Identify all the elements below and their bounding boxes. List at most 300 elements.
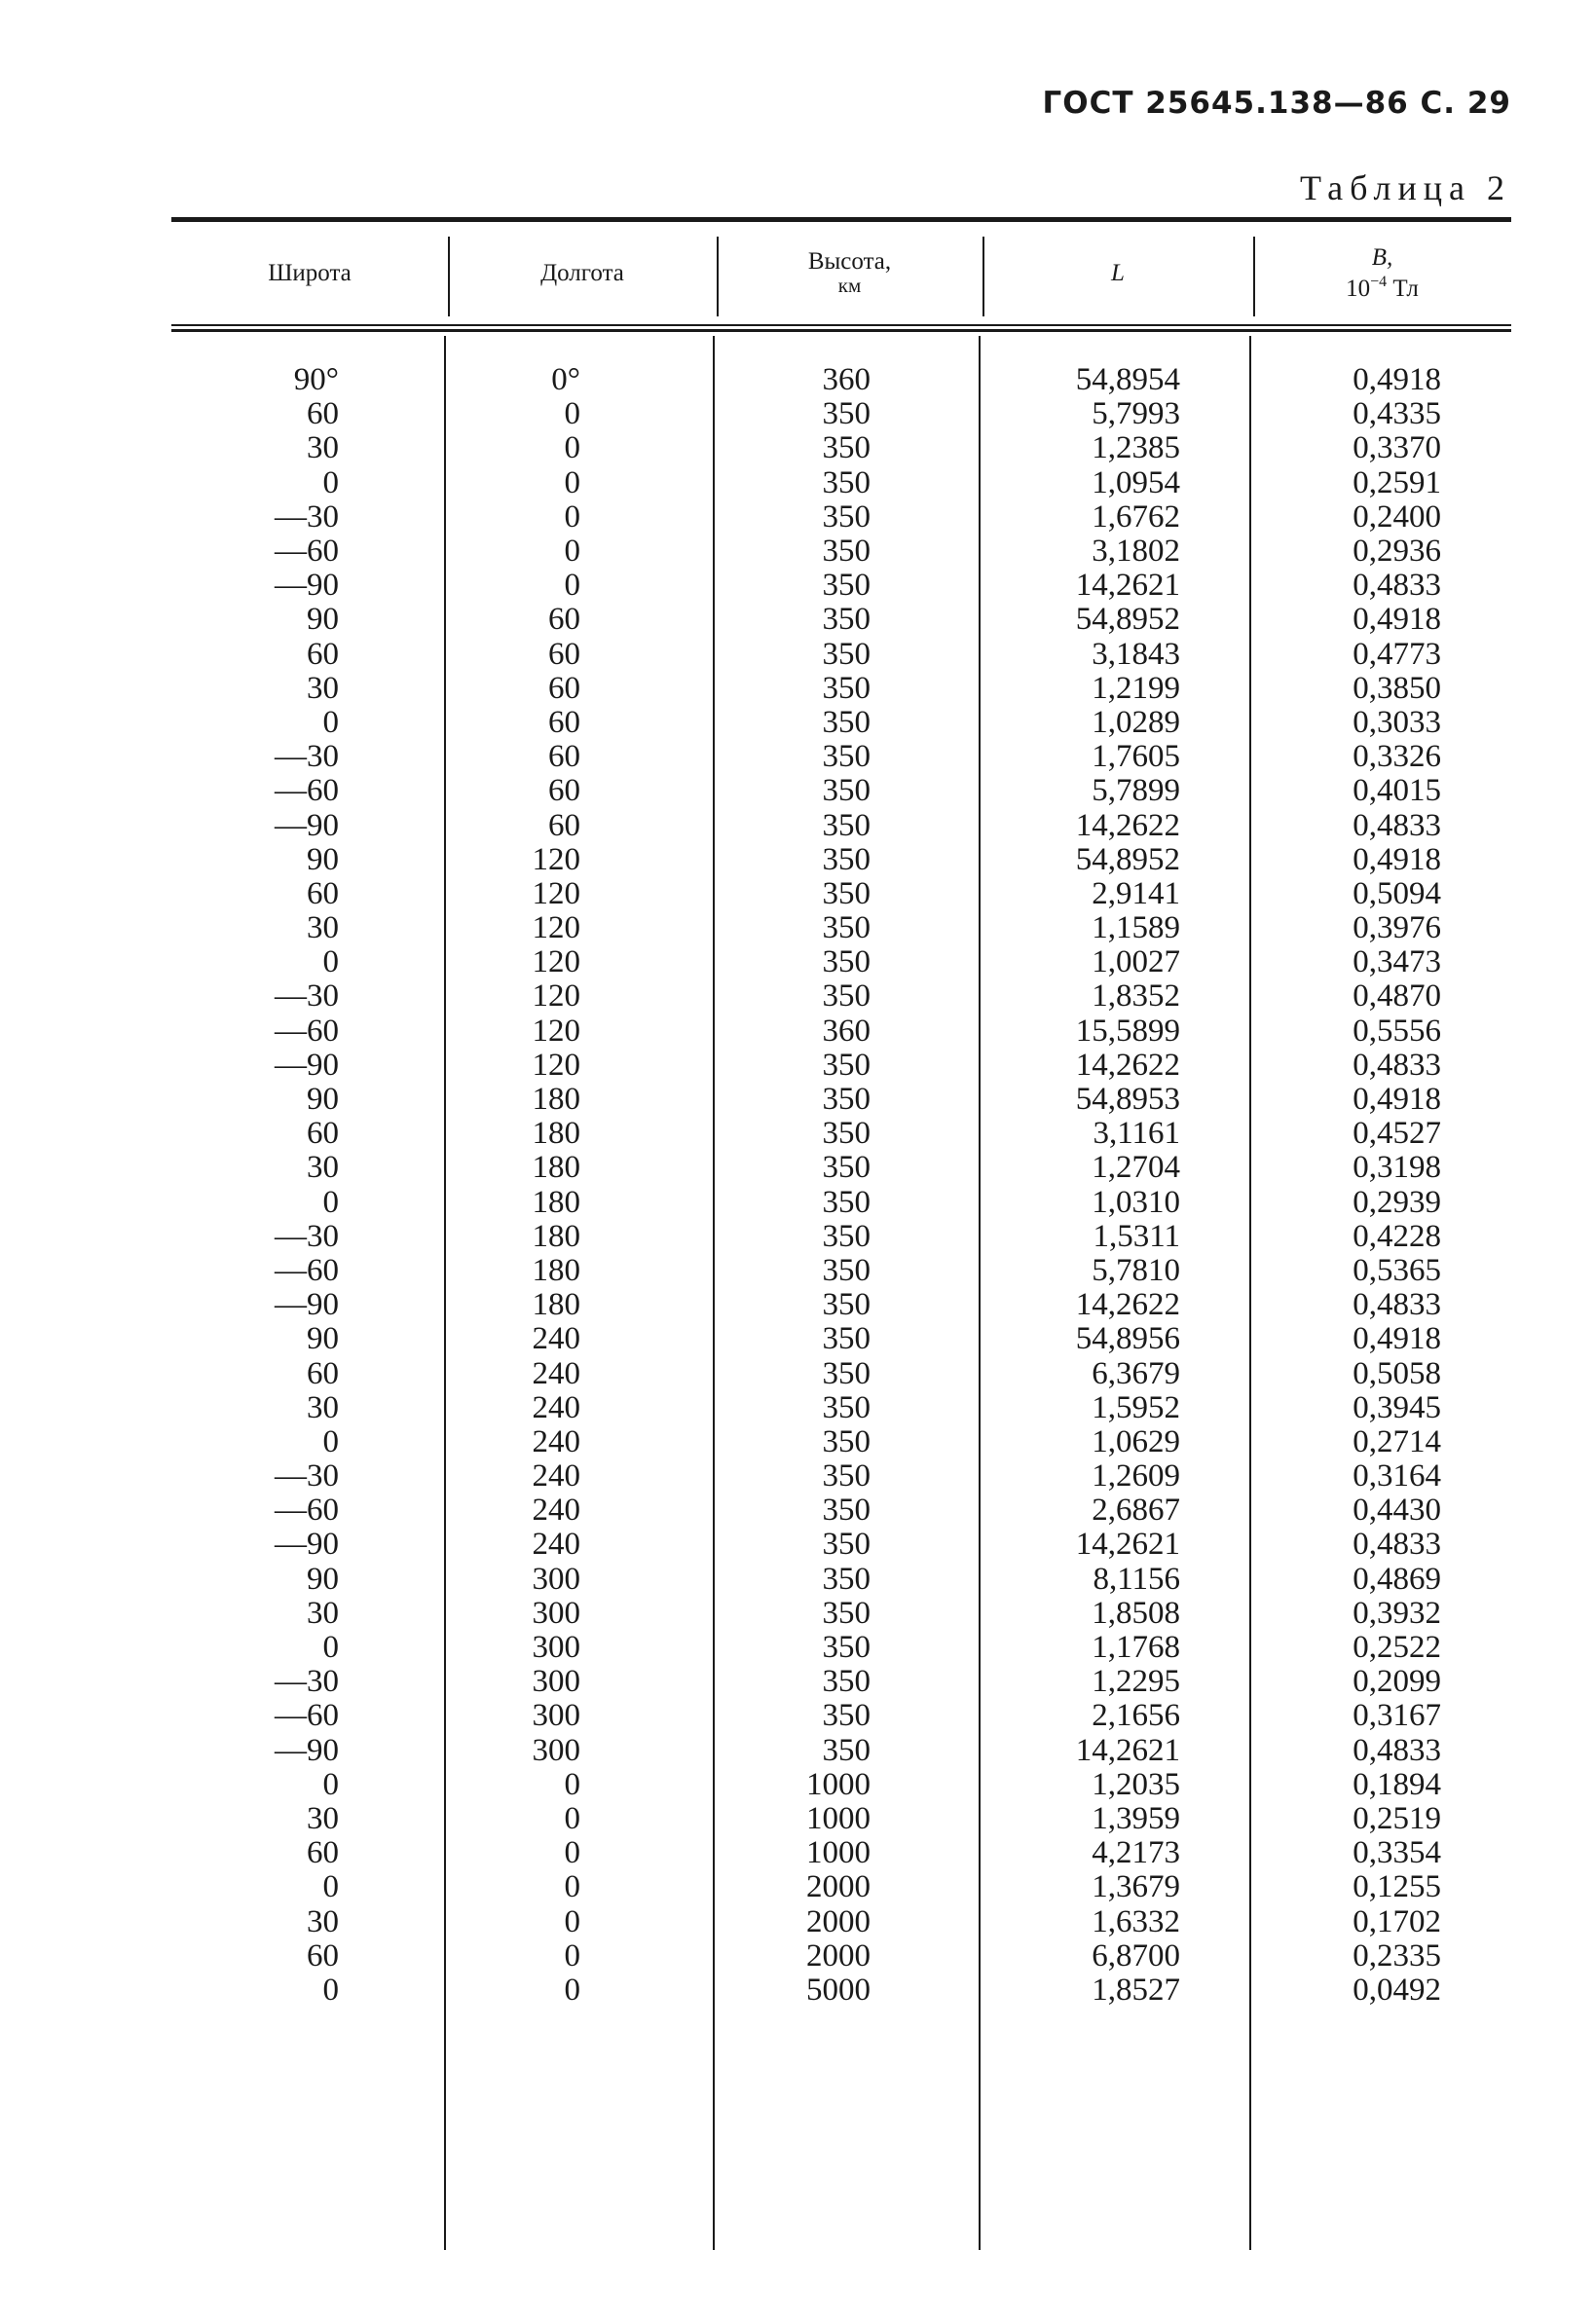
cell-longitude: 60 [548, 602, 580, 638]
cell-b-value: 0,5094 [1353, 875, 1441, 911]
cell-b-value: 0,4869 [1353, 1561, 1441, 1597]
table-row [171, 569, 1511, 603]
table-row [171, 1563, 1511, 1597]
cell-longitude: 240 [532, 1493, 580, 1529]
cell-l-value: 1,2704 [1092, 1150, 1180, 1186]
cell-l-value: 1,2035 [1092, 1766, 1180, 1802]
cell-altitude: 350 [822, 1047, 871, 1083]
cell-latitude: 90 [307, 1082, 339, 1118]
cell-l-value: 1,0629 [1092, 1423, 1180, 1459]
table-row [171, 1904, 1511, 1938]
cell-altitude: 350 [822, 1321, 871, 1357]
cell-l-value: 54,8956 [1075, 1321, 1180, 1357]
cell-altitude: 350 [822, 1698, 871, 1734]
cell-latitude: —30 [275, 1664, 339, 1700]
cell-b-value: 0,4833 [1353, 1732, 1441, 1768]
cell-latitude: —60 [275, 534, 339, 570]
cell-longitude: 0 [564, 1903, 580, 1939]
cell-latitude: 60 [307, 1937, 339, 1974]
header-divider [717, 237, 719, 316]
cell-longitude: 180 [532, 1287, 580, 1323]
cell-l-value: 2,1656 [1092, 1698, 1180, 1734]
cell-b-value: 0,3932 [1353, 1595, 1441, 1631]
cell-b-value: 0,4833 [1353, 807, 1441, 843]
cell-longitude: 240 [532, 1423, 580, 1459]
cell-b-value: 0,5556 [1353, 1013, 1441, 1049]
cell-l-value: 1,6762 [1092, 498, 1180, 535]
cell-l-value: 4,2173 [1092, 1835, 1180, 1871]
cell-longitude: 0 [564, 1835, 580, 1871]
cell-b-value: 0,2591 [1353, 464, 1441, 500]
cell-l-value: 6,3679 [1092, 1355, 1180, 1391]
cell-altitude: 350 [822, 1561, 871, 1597]
cell-longitude: 300 [532, 1732, 580, 1768]
cell-altitude: 1000 [806, 1835, 871, 1871]
cell-altitude: 350 [822, 1252, 871, 1288]
cell-l-value: 15,5899 [1075, 1013, 1180, 1049]
cell-latitude: 30 [307, 1595, 339, 1631]
cell-latitude: 0 [322, 1184, 339, 1220]
table-row [171, 843, 1511, 877]
cell-l-value: 14,2621 [1075, 1527, 1180, 1563]
cell-latitude: —60 [275, 1013, 339, 1049]
cell-b-value: 0,2335 [1353, 1937, 1441, 1974]
cell-latitude: —60 [275, 1252, 339, 1288]
cell-latitude: 0 [322, 1766, 339, 1802]
cell-l-value: 1,2199 [1092, 670, 1180, 706]
table-row [171, 500, 1511, 535]
table-header [171, 222, 1511, 324]
cell-b-value: 0,1255 [1353, 1869, 1441, 1905]
cell-altitude: 360 [822, 1013, 871, 1049]
cell-altitude: 350 [822, 1287, 871, 1323]
cell-b-value: 0,5058 [1353, 1355, 1441, 1391]
table-row [171, 1494, 1511, 1528]
cell-altitude: 350 [822, 1630, 871, 1666]
column-divider [979, 336, 981, 2250]
table-row [171, 1802, 1511, 1836]
cell-l-value: 1,5952 [1092, 1389, 1180, 1425]
cell-latitude: 30 [307, 910, 339, 946]
cell-latitude: —90 [275, 1527, 339, 1563]
table-row [171, 1186, 1511, 1220]
table-row [171, 397, 1511, 431]
cell-longitude: 180 [532, 1184, 580, 1220]
cell-altitude: 350 [822, 841, 871, 877]
table-row [171, 1665, 1511, 1699]
cell-altitude: 350 [822, 534, 871, 570]
cell-b-value: 0,2714 [1353, 1423, 1441, 1459]
cell-longitude: 180 [532, 1252, 580, 1288]
table-caption: Таблица 2 [1300, 168, 1511, 207]
cell-b-value: 0,4918 [1353, 602, 1441, 638]
cell-latitude: —30 [275, 498, 339, 535]
cell-l-value: 1,0310 [1092, 1184, 1180, 1220]
cell-longitude: 300 [532, 1561, 580, 1597]
cell-l-value: 1,5311 [1093, 1218, 1180, 1254]
cell-latitude: 30 [307, 1150, 339, 1186]
table-row [171, 1974, 1511, 2008]
cell-latitude: 0 [322, 1423, 339, 1459]
cell-b-value: 0,2400 [1353, 498, 1441, 535]
cell-b-value: 0,3473 [1353, 944, 1441, 980]
cell-l-value: 1,2295 [1092, 1664, 1180, 1700]
cell-l-value: 3,1161 [1093, 1116, 1180, 1152]
cell-b-value: 0,3326 [1353, 739, 1441, 775]
cell-l-value: 8,1156 [1093, 1561, 1180, 1597]
cell-longitude: 120 [532, 1013, 580, 1049]
header-divider [982, 237, 984, 316]
cell-latitude: 90 [307, 1561, 339, 1597]
cell-l-value: 14,2622 [1075, 807, 1180, 843]
cell-longitude: 120 [532, 875, 580, 911]
cell-altitude: 350 [822, 1423, 871, 1459]
cell-l-value: 14,2622 [1075, 1047, 1180, 1083]
cell-longitude: 240 [532, 1355, 580, 1391]
column-divider [1249, 336, 1251, 2250]
cell-altitude: 1000 [806, 1766, 871, 1802]
table-row [171, 740, 1511, 774]
cell-latitude: 60 [307, 1835, 339, 1871]
table-row [171, 1083, 1511, 1117]
table-row [171, 1870, 1511, 1904]
cell-l-value: 1,0027 [1092, 944, 1180, 980]
cell-latitude: 90 [307, 1321, 339, 1357]
cell-latitude: 0 [322, 944, 339, 980]
cell-b-value: 0,4833 [1353, 1047, 1441, 1083]
cell-b-value: 0,4833 [1353, 1527, 1441, 1563]
cell-b-value: 0,3976 [1353, 910, 1441, 946]
cell-latitude: 0 [322, 1972, 339, 2008]
cell-altitude: 2000 [806, 1903, 871, 1939]
cell-b-value: 0,2939 [1353, 1184, 1441, 1220]
cell-altitude: 1000 [806, 1800, 871, 1836]
header-b [1253, 245, 1511, 301]
table-row [171, 1699, 1511, 1733]
table-row [171, 1425, 1511, 1459]
cell-latitude: 60 [307, 1116, 339, 1152]
cell-l-value: 1,8527 [1092, 1972, 1180, 2008]
cell-latitude: 60 [307, 396, 339, 432]
cell-longitude: 300 [532, 1595, 580, 1631]
cell-longitude: 60 [548, 704, 580, 740]
cell-b-value: 0,2099 [1353, 1664, 1441, 1700]
table-row [171, 1836, 1511, 1870]
header-latitude: Широта [268, 260, 352, 286]
table-row [171, 466, 1511, 500]
cell-b-value: 0,3850 [1353, 670, 1441, 706]
cell-longitude: 0 [564, 498, 580, 535]
cell-b-value: 0,3198 [1353, 1150, 1441, 1186]
cell-altitude: 350 [822, 1493, 871, 1529]
cell-b-value: 0,4918 [1353, 362, 1441, 398]
table-row [171, 1220, 1511, 1254]
cell-latitude: 30 [307, 1800, 339, 1836]
cell-b-value: 0,5365 [1353, 1252, 1441, 1288]
cell-latitude: —90 [275, 1732, 339, 1768]
cell-l-value: 3,1802 [1092, 534, 1180, 570]
cell-altitude: 5000 [806, 1972, 871, 2008]
cell-b-value: 0,4870 [1353, 978, 1441, 1014]
table-row [171, 1734, 1511, 1768]
cell-latitude: 30 [307, 1389, 339, 1425]
cell-b-value: 0,3370 [1353, 430, 1441, 466]
cell-b-value: 0,2522 [1353, 1630, 1441, 1666]
table-row [171, 431, 1511, 465]
cell-b-value: 0,3033 [1353, 704, 1441, 740]
cell-l-value: 1,2385 [1092, 430, 1180, 466]
cell-l-value: 3,1843 [1092, 636, 1180, 672]
cell-latitude: —30 [275, 1458, 339, 1494]
cell-altitude: 350 [822, 704, 871, 740]
cell-latitude: 30 [307, 1903, 339, 1939]
cell-longitude: 120 [532, 978, 580, 1014]
table-body [171, 332, 1511, 2008]
table-row [171, 911, 1511, 945]
cell-l-value: 1,6332 [1092, 1903, 1180, 1939]
cell-b-value: 0,4833 [1353, 568, 1441, 604]
cell-latitude: 90 [307, 841, 339, 877]
cell-longitude: 0 [564, 1800, 580, 1836]
cell-altitude: 350 [822, 1082, 871, 1118]
header-bottom-rule [171, 324, 1511, 332]
cell-l-value: 1,0289 [1092, 704, 1180, 740]
cell-longitude: 240 [532, 1527, 580, 1563]
cell-latitude: —60 [275, 773, 339, 809]
cell-l-value: 5,7993 [1092, 396, 1180, 432]
cell-longitude: 0 [564, 1972, 580, 2008]
cell-longitude: 0 [564, 568, 580, 604]
cell-latitude: —90 [275, 807, 339, 843]
cell-altitude: 350 [822, 464, 871, 500]
header-b-label: B, [1371, 244, 1393, 271]
table-row [171, 603, 1511, 637]
cell-longitude: 120 [532, 1047, 580, 1083]
cell-b-value: 0,4430 [1353, 1493, 1441, 1529]
cell-b-value: 0,4228 [1353, 1218, 1441, 1254]
cell-longitude: 120 [532, 944, 580, 980]
cell-altitude: 350 [822, 498, 871, 535]
cell-b-value: 0,4833 [1353, 1287, 1441, 1323]
header-altitude-label: Высота, [807, 247, 892, 275]
cell-longitude: 0 [564, 1869, 580, 1905]
cell-latitude: —30 [275, 1218, 339, 1254]
cell-altitude: 350 [822, 944, 871, 980]
cell-longitude: 60 [548, 636, 580, 672]
cell-b-value: 0,2519 [1353, 1800, 1441, 1836]
cell-longitude: 300 [532, 1630, 580, 1666]
cell-l-value: 1,3959 [1092, 1800, 1180, 1836]
table-row [171, 1014, 1511, 1049]
table-row [171, 1391, 1511, 1425]
cell-longitude: 240 [532, 1458, 580, 1494]
table-row [171, 1356, 1511, 1390]
cell-altitude: 350 [822, 739, 871, 775]
header-b-unit-name: Тл [1387, 276, 1419, 302]
cell-altitude: 350 [822, 568, 871, 604]
table-row [171, 808, 1511, 842]
cell-altitude: 350 [822, 773, 871, 809]
data-table [171, 217, 1511, 2008]
cell-latitude: 90 [307, 602, 339, 638]
cell-altitude: 350 [822, 602, 871, 638]
cell-longitude: 60 [548, 739, 580, 775]
cell-altitude: 350 [822, 1150, 871, 1186]
header-longitude: Долгота [540, 260, 624, 286]
table-row [171, 638, 1511, 672]
cell-longitude: 180 [532, 1218, 580, 1254]
cell-altitude: 350 [822, 1664, 871, 1700]
cell-longitude: 0 [564, 396, 580, 432]
table-row [171, 1117, 1511, 1151]
cell-longitude: 0 [564, 430, 580, 466]
table-row [171, 979, 1511, 1014]
header-b-unit-exp: −4 [1370, 274, 1388, 290]
cell-longitude: 0 [564, 464, 580, 500]
cell-latitude: 60 [307, 875, 339, 911]
table-row [171, 1254, 1511, 1288]
cell-altitude: 350 [822, 978, 871, 1014]
table-row [171, 1151, 1511, 1185]
cell-altitude: 350 [822, 670, 871, 706]
cell-altitude: 350 [822, 1218, 871, 1254]
cell-l-value: 5,7899 [1092, 773, 1180, 809]
cell-l-value: 1,1768 [1092, 1630, 1180, 1666]
cell-longitude: 0 [564, 1937, 580, 1974]
cell-longitude: 60 [548, 670, 580, 706]
cell-l-value: 14,2621 [1075, 1732, 1180, 1768]
cell-l-value: 1,8508 [1092, 1595, 1180, 1631]
cell-latitude: 0 [322, 704, 339, 740]
cell-b-value: 0,3945 [1353, 1389, 1441, 1425]
cell-b-value: 0,4773 [1353, 636, 1441, 672]
cell-altitude: 350 [822, 1184, 871, 1220]
header-altitude-unit: км [837, 273, 862, 297]
cell-l-value: 2,9141 [1092, 875, 1180, 911]
table-row [171, 706, 1511, 740]
cell-longitude: 240 [532, 1389, 580, 1425]
cell-b-value: 0,4918 [1353, 841, 1441, 877]
cell-latitude: —60 [275, 1493, 339, 1529]
table-row [171, 1459, 1511, 1494]
cell-l-value: 6,8700 [1092, 1937, 1180, 1974]
cell-b-value: 0,1894 [1353, 1766, 1441, 1802]
header-b-unit [1253, 270, 1511, 301]
cell-l-value: 1,0954 [1092, 464, 1180, 500]
cell-l-value: 54,8952 [1075, 841, 1180, 877]
table-row [171, 1768, 1511, 1802]
table-row [171, 1288, 1511, 1322]
header-b-unit-base: 10 [1346, 276, 1371, 302]
cell-b-value: 0,1702 [1353, 1903, 1441, 1939]
cell-latitude: 0 [322, 1869, 339, 1905]
cell-b-value: 0,4335 [1353, 396, 1441, 432]
cell-b-value: 0,2936 [1353, 534, 1441, 570]
cell-l-value: 2,6867 [1092, 1493, 1180, 1529]
cell-longitude: 120 [532, 910, 580, 946]
header-altitude [717, 249, 982, 298]
cell-longitude: 180 [532, 1116, 580, 1152]
cell-longitude: 0 [564, 1766, 580, 1802]
cell-latitude: 30 [307, 430, 339, 466]
cell-longitude: 60 [548, 773, 580, 809]
column-divider [444, 336, 446, 2250]
table-row [171, 672, 1511, 706]
table-row [171, 1528, 1511, 1562]
header-divider [448, 237, 450, 316]
cell-l-value: 1,8352 [1092, 978, 1180, 1014]
cell-l-value: 54,8952 [1075, 602, 1180, 638]
cell-l-value: 5,7810 [1092, 1252, 1180, 1288]
cell-longitude: 300 [532, 1698, 580, 1734]
table-row [171, 1322, 1511, 1356]
table-row [171, 1049, 1511, 1083]
cell-longitude: 240 [532, 1321, 580, 1357]
cell-latitude: 90° [293, 362, 339, 398]
cell-latitude: —90 [275, 568, 339, 604]
cell-latitude: —90 [275, 1287, 339, 1323]
cell-altitude: 350 [822, 1389, 871, 1425]
cell-altitude: 2000 [806, 1937, 871, 1974]
cell-latitude: 0 [322, 1630, 339, 1666]
cell-latitude: 0 [322, 464, 339, 500]
cell-l-value: 14,2622 [1075, 1287, 1180, 1323]
cell-altitude: 350 [822, 1458, 871, 1494]
cell-latitude: 60 [307, 636, 339, 672]
cell-latitude: —30 [275, 739, 339, 775]
table-row [171, 535, 1511, 569]
cell-latitude: 30 [307, 670, 339, 706]
cell-b-value: 0,4527 [1353, 1116, 1441, 1152]
cell-altitude: 350 [822, 636, 871, 672]
cell-altitude: 350 [822, 1116, 871, 1152]
cell-longitude: 300 [532, 1664, 580, 1700]
cell-b-value: 0,0492 [1353, 1972, 1441, 2008]
cell-b-value: 0,3164 [1353, 1458, 1441, 1494]
page-header: ГОСТ 25645.138—86 С. 29 [1042, 86, 1511, 121]
cell-altitude: 350 [822, 807, 871, 843]
cell-b-value: 0,4918 [1353, 1321, 1441, 1357]
cell-altitude: 2000 [806, 1869, 871, 1905]
header-divider [1253, 237, 1255, 316]
cell-longitude: 120 [532, 841, 580, 877]
cell-latitude: —30 [275, 978, 339, 1014]
table-row [171, 877, 1511, 911]
cell-longitude: 180 [532, 1150, 580, 1186]
cell-l-value: 54,8953 [1075, 1082, 1180, 1118]
cell-altitude: 350 [822, 1732, 871, 1768]
cell-altitude: 350 [822, 1355, 871, 1391]
table-row [171, 945, 1511, 979]
table-row [171, 1597, 1511, 1631]
cell-l-value: 1,2609 [1092, 1458, 1180, 1494]
cell-longitude: 0 [564, 534, 580, 570]
column-divider [713, 336, 715, 2250]
cell-l-value: 1,7605 [1092, 739, 1180, 775]
cell-l-value: 54,8954 [1075, 362, 1180, 398]
cell-altitude: 350 [822, 430, 871, 466]
cell-l-value: 14,2621 [1075, 568, 1180, 604]
table-row [171, 774, 1511, 808]
cell-b-value: 0,3354 [1353, 1835, 1441, 1871]
table-row [171, 1939, 1511, 1974]
cell-l-value: 1,1589 [1092, 910, 1180, 946]
table-row [171, 1631, 1511, 1665]
cell-longitude: 0° [551, 362, 580, 398]
header-l: L [1111, 260, 1125, 286]
cell-latitude: 60 [307, 1355, 339, 1391]
table-row [171, 363, 1511, 397]
